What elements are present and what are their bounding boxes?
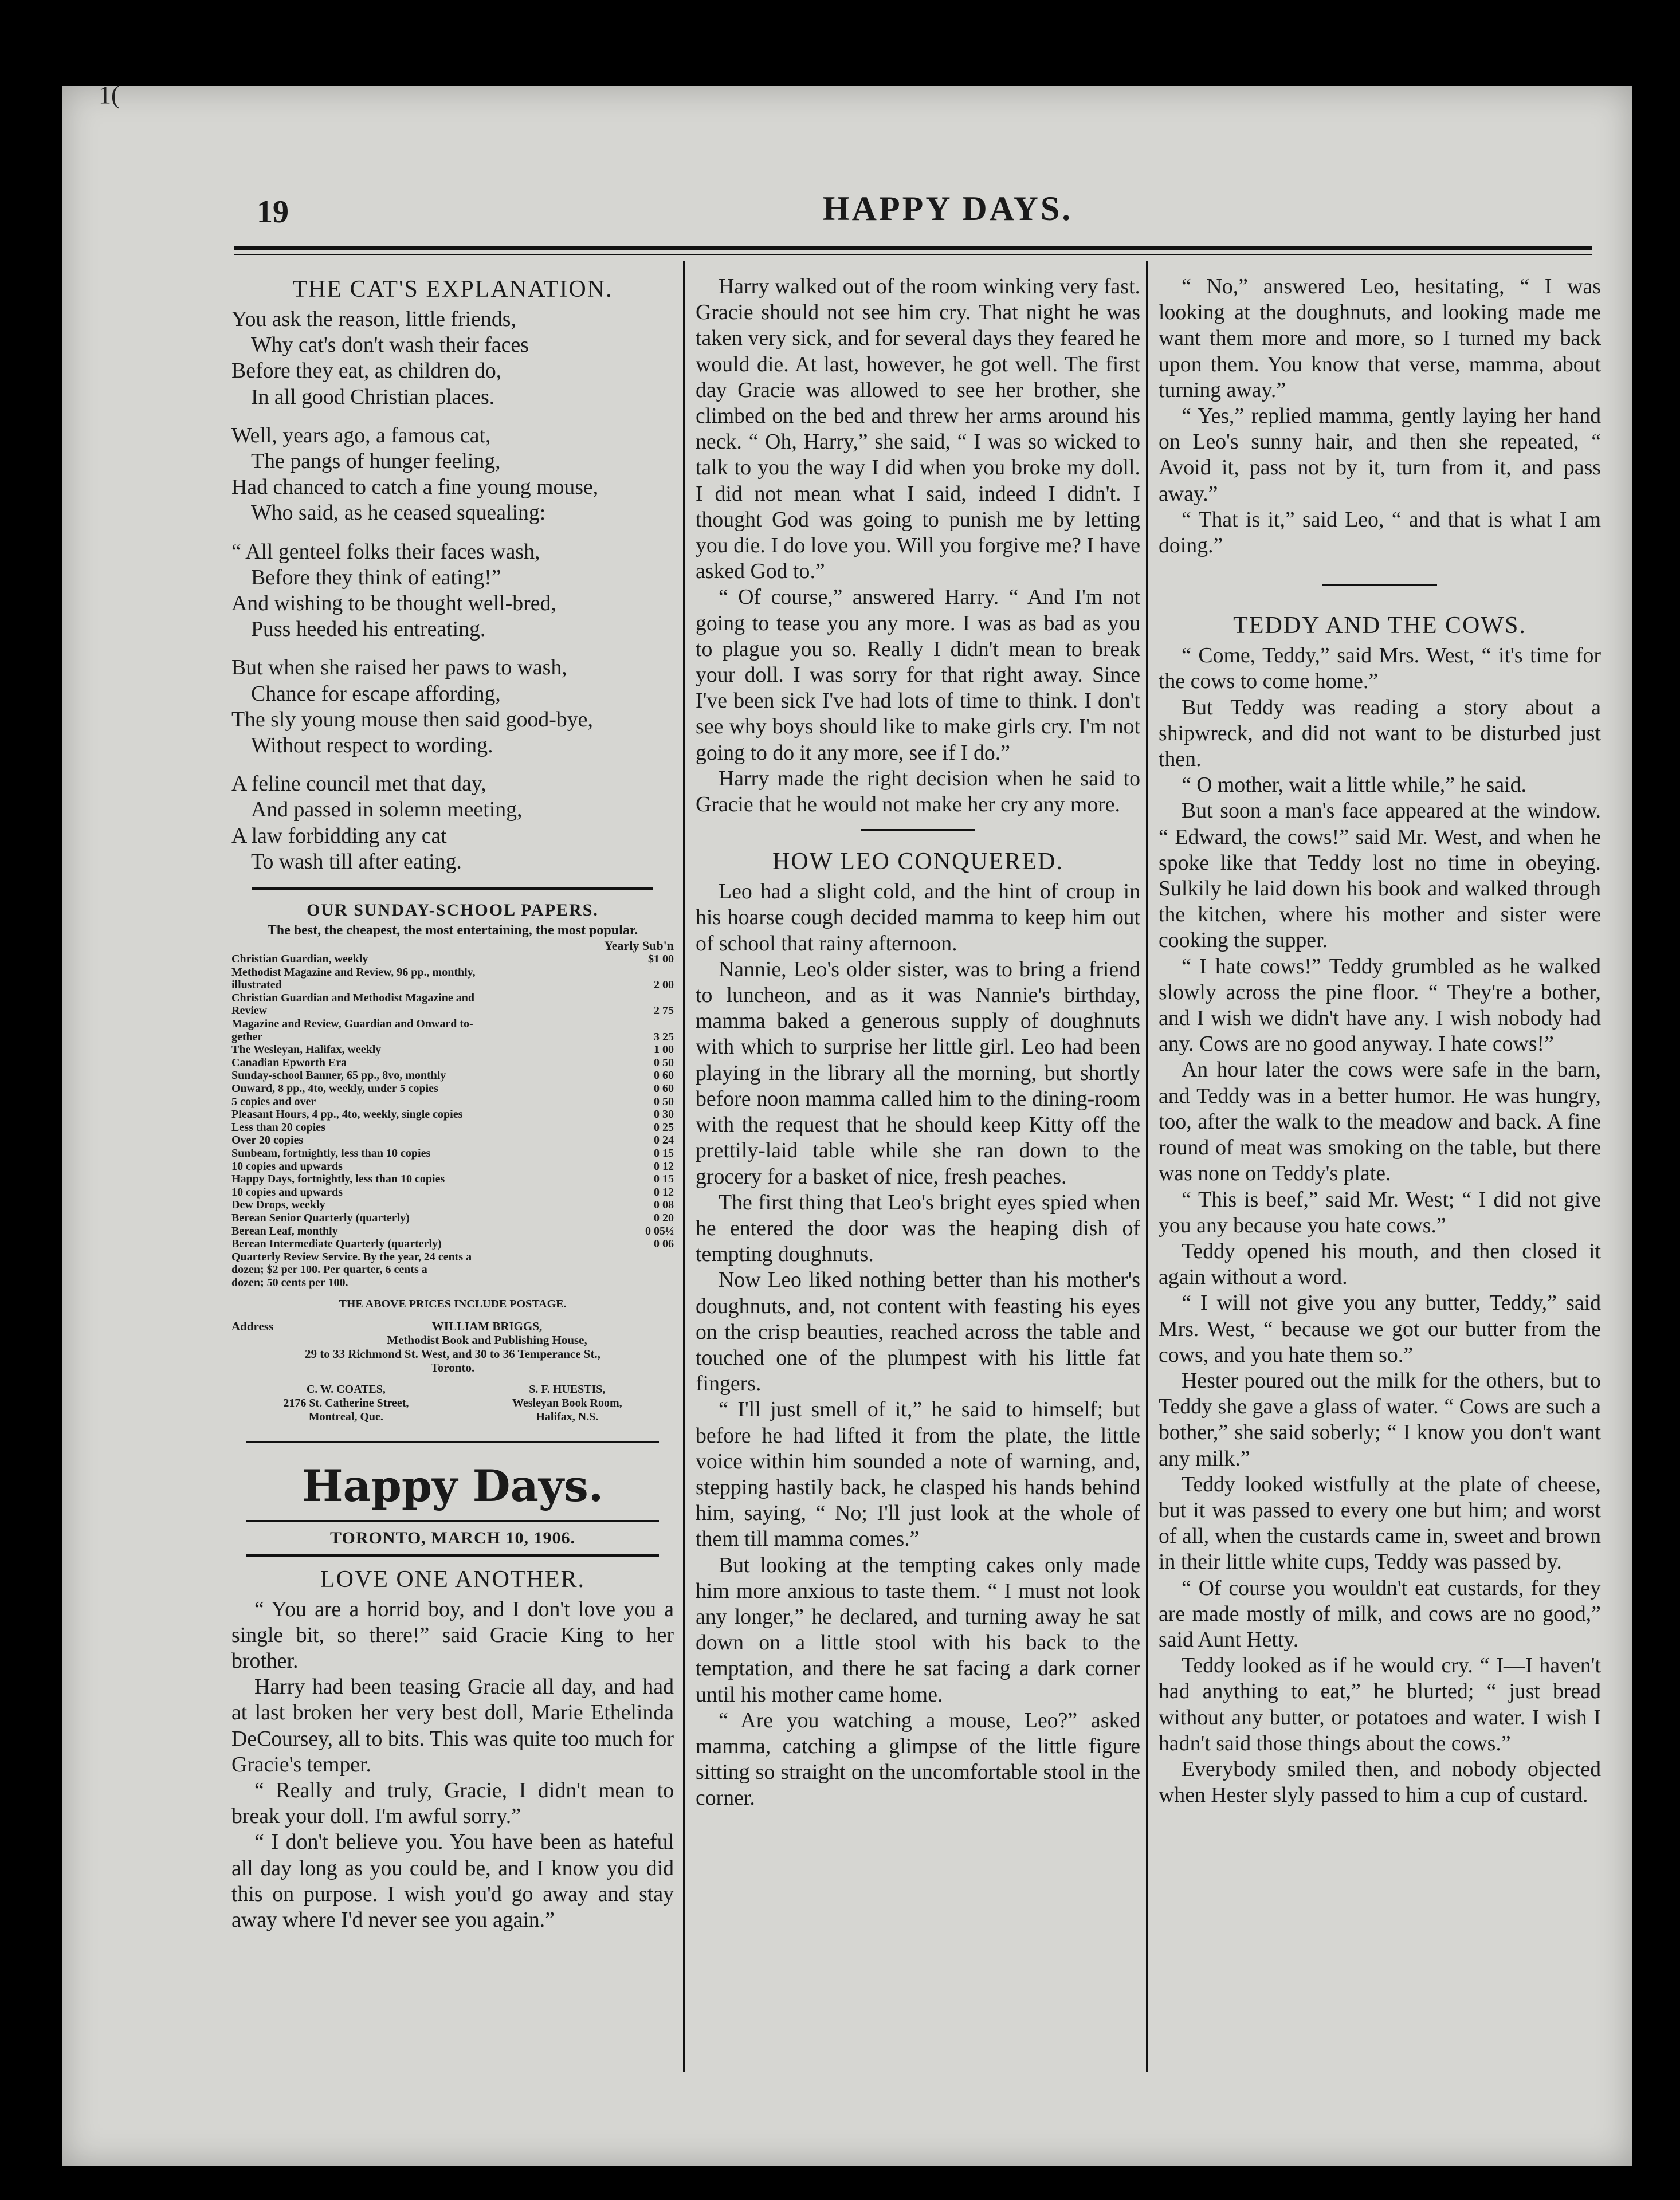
column-1: [231, 272, 674, 1933]
paragraph: “ Of course,” answered Harry. “ And I'm not going to tease you any more. I was as bad as you to plague you so. Really I didn't mean to break your doll. I was sorry for that right away. Since I've been sick I've had lots of time to think. I don't see why boys should like to make girls cry. I'm not going to do it any more, see if I do.”: [696, 585, 1140, 765]
paper-price: 0 25: [654, 1121, 674, 1134]
article-title: HOW LEO CONQUERED.: [772, 848, 1063, 875]
paragraph: “ No,” answered Leo, hesitating, “ I was looking at the doughnuts, and looking made me want them more and more, so I turned my back upon them. You know that verse, mamma, about turning away.”: [1159, 274, 1601, 402]
paper-name: Less than 20 copies: [231, 1121, 325, 1134]
paragraph: “ Are you watching a mouse, Leo?” asked mamma, catching a glimpse of the little figure sitting so straight on the uncomfortable stool in the corner.: [696, 1708, 1140, 1810]
paper-name: Over 20 copies: [231, 1134, 304, 1147]
section-rule: [1322, 584, 1437, 586]
poem-stanza: [231, 539, 674, 643]
paragraph: “ This is beef,” said Mr. West; “ I did not give you any because you hate cows.”: [1159, 1187, 1601, 1238]
publisher-city: Toronto.: [430, 1360, 475, 1374]
paper-name: The Wesleyan, Halifax, weekly: [231, 1043, 382, 1056]
paragraph: “ O mother, wait a little while,” he said.: [1182, 773, 1527, 798]
paper-price: 0 12: [654, 1185, 674, 1199]
paragraph: “ Of course you wouldn't eat custards, for they are made mostly of milk, and cows are no good,” said Aunt Hetty.: [1159, 1576, 1601, 1652]
price-row: [231, 1263, 674, 1276]
paragraph: Harry had been teasing Gracie all day, and had at last broken her very best doll, Marie Ethelinda DeCoursey, all to bits. This was quite too much for Gracie's temper.: [231, 1675, 674, 1777]
paper-name: Methodist Magazine and Review, 96 pp., monthly,: [231, 965, 476, 979]
agent-halifax: [512, 1382, 622, 1424]
price-row: [231, 1108, 674, 1121]
paragraph: “ That is it,” said Leo, “ and that is what I am doing.”: [1159, 507, 1601, 558]
column-rule-2: [1146, 261, 1148, 2072]
paper-price: 0 05½: [645, 1224, 674, 1238]
paper-name: 5 copies and over: [231, 1095, 316, 1108]
price-row: [231, 1199, 674, 1212]
paper-name: gether: [231, 1030, 263, 1043]
postage-note: THE ABOVE PRICES INCLUDE POSTAGE.: [339, 1297, 567, 1310]
poem-stanza: [231, 655, 674, 759]
papers-subheading: The best, the cheapest, the most entertaining, the most popular.: [267, 923, 638, 938]
paper-name: Canadian Epworth Era: [231, 1056, 347, 1069]
paper-price: 0 50: [654, 1056, 674, 1069]
price-row: [231, 1017, 674, 1031]
price-row: [231, 1082, 674, 1095]
price-column-header: Yearly Sub'n: [604, 938, 674, 953]
paper-name: illustrated: [231, 979, 282, 992]
article-body: [231, 1597, 674, 1934]
article-body: [696, 879, 1140, 1811]
sunday-school-papers: [231, 899, 674, 1423]
paragraph: “ I'll just smell of it,” he said to himself; but before he had lifted it from the plate, the little voice within him sounded a note of warning, and, stepping hastily back, he clasped his hands behind him, saying, “ No; I'll just look at the whole of them till mamma comes.”: [696, 1397, 1140, 1551]
price-row: [231, 1212, 674, 1225]
article-body: [1159, 643, 1601, 1808]
paragraph: “ You are a horrid boy, and I don't love you a single bit, so there!” said Gracie King to her brother.: [231, 1597, 674, 1673]
publisher-street: 29 to 33 Richmond St. West, and 30 to 36 Temperance St.,: [305, 1346, 600, 1361]
paper-name: Berean Intermediate Quarterly (quarterly): [231, 1238, 442, 1251]
publisher-lines: [300, 1319, 674, 1347]
paragraph: Nannie, Leo's older sister, was to bring a friend to luncheon, and as it was Nannie's birthday, mamma baked a generous supply of doughnuts with which to surprise her little girl. Leo had been playing in the library all the morning, but shortly before noon mamma called him to the dining-room with the request that he should keep Kitty off the prettily-laid table while she ran down to the grocery for a basket of nice, fresh peaches.: [696, 957, 1140, 1189]
paragraph: But soon a man's face appeared at the window. “ Edward, the cows!” said Mr. West, and when he spoke like that Teddy lost no time in obeying. Sulkily he laid down his book and walked through the kitchen, where his mother and sister were cooking the supper.: [1159, 799, 1601, 953]
paper-name: Christian Guardian, weekly: [231, 953, 368, 966]
paper-price: 0 15: [654, 1146, 674, 1160]
side-mark: 1(: [99, 81, 120, 109]
paper-name: Magazine and Review, Guardian and Onward to-: [231, 1017, 473, 1031]
paper-price: 0 08: [654, 1199, 674, 1212]
poem-line: In all good Christian places.: [251, 384, 495, 409]
poem-line: “ All genteel folks their faces wash,: [231, 539, 540, 564]
paper-name: Sunday-school Banner, 65 pp., 8vo, monthly: [231, 1069, 446, 1082]
paper-price: 0 60: [654, 1082, 674, 1095]
price-row: [231, 1121, 674, 1134]
masthead-title: Happy Days.: [301, 1460, 604, 1511]
paper-price: 1 00: [654, 1043, 674, 1056]
price-row: [231, 1147, 674, 1160]
paragraph: “ I don't believe you. You have been as hateful all day long as you could be, and I know you did this on purpose. I wish you'd go away and stay away where I'd never see you again.”: [231, 1830, 674, 1932]
poem-line: To wash till after eating.: [251, 849, 462, 874]
agent-name: C. W. COATES,: [306, 1382, 386, 1396]
dateline: TORONTO, MARCH 10, 1906.: [330, 1528, 575, 1547]
poem-line: Chance for escape affording,: [251, 681, 501, 706]
paper-name: Berean Leaf, monthly: [231, 1224, 338, 1238]
article-body: [696, 274, 1140, 818]
running-title: HAPPY DAYS.: [823, 190, 1073, 227]
price-row: [231, 1056, 674, 1070]
paragraph: Now Leo liked nothing better than his mother's doughnuts, and, not content with feasting his eyes on the crisp beauties, reached across the table and touched one of the plumpest with his little fat fingers.: [696, 1268, 1140, 1396]
agents: [231, 1382, 674, 1424]
agent-street: Wesleyan Book Room,: [512, 1396, 622, 1409]
paper-name: Christian Guardian and Methodist Magazine and: [231, 991, 474, 1004]
poem-line: Who said, as he ceased squealing:: [251, 501, 546, 525]
poem-line: Had chanced to catch a fine young mouse,: [231, 475, 599, 500]
price-row: [231, 1186, 674, 1199]
paper-price: 0 30: [654, 1108, 674, 1121]
header-rule: [234, 246, 1592, 250]
love-one-another: [231, 1562, 674, 1934]
price-row: [231, 1160, 674, 1173]
paper-price: [639, 966, 674, 979]
paragraph: Harry walked out of the room winking very fast. Gracie should not see him cry. That night he was taken very sick, and for several days they feared he would die. At last, however, he got well. The first day Gracie was allowed to see her brother, she climbed on the bed and threw her arms around his neck. “ Oh, Harry,” she said, “ I was so wicked to talk to you the way I did when you broke my doll. I did not mean what I said, indeed I didn't. I thought God was going to punish me by letting you die. I do love you. Will you forgive me? I have asked God to.”: [696, 274, 1140, 584]
paragraph: An hour later the cows were safe in the barn, and Teddy was in a better humor. He was hungry, too, after the walk to the meadow and back. A fine round of meat was smoking on the table, but there was none on Teddy's plate.: [1159, 1058, 1601, 1186]
poem-line: Before they eat, as children do,: [231, 359, 502, 383]
paper-price: 0 20: [654, 1211, 674, 1224]
price-row: [231, 1225, 674, 1238]
how-leo-conquered: [696, 844, 1140, 1811]
section-rule: [246, 1520, 659, 1522]
price-row: [231, 1095, 674, 1109]
paper-price: 2 75: [654, 1004, 674, 1017]
paper-name: Berean Senior Quarterly (quarterly): [231, 1211, 410, 1224]
article-body: [1159, 274, 1601, 559]
poem-line: Puss heeded his entreating.: [251, 617, 486, 642]
poem-line: And wishing to be thought well-bred,: [231, 591, 556, 616]
poem-line: A feline council met that day,: [231, 772, 486, 796]
paper-price: 0 15: [654, 1173, 674, 1186]
column-2: [696, 274, 1140, 1812]
paragraph: But looking at the tempting cakes only made him more anxious to taste them. “ I must not look any longer,” he declared, and turning away he sat down on a little stool with his back to the temptation, and there he sat facing a dark corner until his mother came home.: [696, 1553, 1140, 1707]
paper-price: [639, 1263, 674, 1276]
price-row: [231, 1173, 674, 1186]
agent-name: S. F. HUESTIS,: [529, 1382, 606, 1396]
price-row: [231, 966, 674, 979]
paragraph: Everybody smiled then, and nobody objected when Hester slyly passed to him a cup of custard.: [1159, 1757, 1601, 1808]
paper-name: Sunbeam, fortnightly, less than 10 copies: [231, 1146, 431, 1160]
paper-price: [639, 1251, 674, 1264]
price-row: [231, 1031, 674, 1044]
paragraph: But Teddy was reading a story about a shipwreck, and did not want to be disturbed just then.: [1159, 695, 1601, 772]
paper-name: 10 copies and upwards: [231, 1185, 343, 1199]
section-rule: [246, 1554, 659, 1557]
paper-name: Pleasant Hours, 4 pp., 4to, weekly, single copies: [231, 1108, 463, 1121]
poem-line: Without respect to wording.: [251, 733, 493, 758]
poem-stanza: [231, 423, 674, 527]
poem-body: [231, 307, 674, 875]
paragraph: Harry made the right decision when he said to Gracie that he would not make her cry any more.: [696, 766, 1140, 817]
section-rule: [861, 829, 975, 831]
agent-montreal: [283, 1382, 409, 1424]
column-3: [1159, 274, 1601, 1808]
paper-name: Dew Drops, weekly: [231, 1199, 325, 1212]
paper-price: 0 06: [654, 1238, 674, 1251]
paragraph: “ Yes,” replied mamma, gently laying her hand on Leo's sunny hair, and then she repeated, “ Avoid it, pass not by it, turn from it, and pass away.”: [1159, 404, 1601, 506]
poem-stanza: [231, 307, 674, 410]
paragraph: “ Really and truly, Gracie, I didn't mean to break your doll. I'm awful sorry.”: [231, 1778, 674, 1829]
paper-name: Onward, 8 pp., 4to, weekly, under 5 copies: [231, 1082, 438, 1095]
paragraph: Hester poured out the milk for the others, but to Teddy she gave a glass of water. “ Cows are such a bother,” she said soberly; “ I know you don't want any milk.”: [1159, 1368, 1601, 1471]
poem-line: The sly young mouse then said good-bye,: [231, 707, 593, 732]
section-rule: [252, 887, 653, 890]
agent-street: 2176 St. Catherine Street,: [283, 1396, 409, 1409]
section-rule: [246, 1441, 659, 1443]
how-leo-conquered-continued: [1159, 274, 1601, 559]
paragraph: Teddy looked as if he would cry. “ I—I haven't had anything to eat,” he blurted; “ just bread without any butter, or potatoes and water. I wish I hadn't said those things about the cows.”: [1159, 1653, 1601, 1755]
paper-name: dozen; $2 per 100. Per quarter, 6 cents a: [231, 1263, 427, 1276]
price-row: [231, 1004, 674, 1017]
poem-line: Why cat's don't wash their faces: [251, 333, 529, 358]
paper-name: dozen; 50 cents per 100.: [231, 1276, 348, 1289]
price-row: [231, 1043, 674, 1056]
teddy-and-the-cows: [1159, 608, 1601, 1808]
price-row: [231, 979, 674, 992]
poem-line: A law forbidding any cat: [231, 823, 447, 848]
paper-price: [639, 992, 674, 1005]
publisher-house: Methodist Book and Publishing House,: [387, 1333, 587, 1347]
paragraph: “ Come, Teddy,” said Mrs. West, “ it's time for the cows to come home.”: [1159, 643, 1601, 694]
price-list: [231, 953, 674, 1289]
header-rule-thin: [234, 254, 1592, 255]
price-row: [231, 953, 674, 966]
address-label: Address: [231, 1319, 274, 1333]
paragraph: Leo had a slight cold, and the hint of croup in his hoarse cough decided mamma to keep him out of school that rainy afternoon.: [696, 879, 1140, 956]
cats-explanation: [231, 272, 674, 875]
poem-line: The pangs of hunger feeling,: [251, 449, 501, 474]
price-row: [231, 1238, 674, 1251]
poem-line: You ask the reason, little friends,: [231, 307, 516, 331]
paragraph: The first thing that Leo's bright eyes spied when he entered the door was the heaping dish of tempting doughnuts.: [696, 1190, 1140, 1267]
paragraph: “ I hate cows!” Teddy grumbled as he walked slowly across the pine floor. “ They're a bother, and I wish we didn't have any. I wish nobody had any. Cows are no good anyway. I hate cows!”: [1159, 954, 1601, 1056]
poem-title: THE CAT'S EXPLANATION.: [292, 276, 613, 302]
column-rule-1: [683, 261, 685, 2072]
paper-name: Quarterly Review Service. By the year, 24 cents a: [231, 1250, 472, 1263]
poem-line: But when she raised her paws to wash,: [231, 655, 567, 680]
paper-price: 0 60: [654, 1069, 674, 1082]
poem-line: Before they think of eating!”: [251, 565, 501, 590]
paper-name: Review: [231, 1004, 268, 1017]
agent-city: Montreal, Que.: [308, 1410, 383, 1423]
publisher-name: WILLIAM BRIGGS,: [431, 1319, 543, 1333]
price-row: [231, 1134, 674, 1147]
paper-price: 2 00: [654, 979, 674, 992]
article-title: TEDDY AND THE COWS.: [1233, 612, 1526, 639]
paper-name: Happy Days, fortnightly, less than 10 copies: [231, 1173, 445, 1186]
paper-price: [639, 1017, 674, 1031]
publisher-block: [231, 1319, 674, 1347]
page-number: 19: [257, 194, 289, 230]
paper-price: 0 50: [654, 1095, 674, 1108]
price-row: [231, 1276, 674, 1290]
paper-price: 3 25: [654, 1030, 674, 1043]
price-row: [231, 992, 674, 1005]
paper-name: 10 copies and upwards: [231, 1160, 343, 1173]
paragraph: Teddy looked wistfully at the plate of cheese, but it was passed to every one but him; and worst of all, when the custards came in, sweet and brown in their little white cups, Teddy was passed by.: [1159, 1472, 1601, 1574]
paper-price: 0 24: [654, 1134, 674, 1147]
paper-price: $1 00: [648, 953, 674, 966]
poem-line: Well, years ago, a famous cat,: [231, 423, 491, 447]
paper-price: 0 12: [654, 1160, 674, 1173]
love-one-another-continued: [696, 274, 1140, 818]
poem-line: And passed in solemn meeting,: [251, 798, 523, 822]
papers-heading: OUR SUNDAY-SCHOOL PAPERS.: [307, 901, 599, 920]
agent-city: Halifax, N.S.: [536, 1410, 599, 1423]
paragraph: Teddy opened his mouth, and then closed it again without a word.: [1159, 1239, 1601, 1290]
article-title: LOVE ONE ANOTHER.: [320, 1566, 586, 1593]
price-row: [231, 1251, 674, 1264]
price-row: [231, 1069, 674, 1082]
poem-stanza: [231, 771, 674, 875]
paper-price: [639, 1276, 674, 1290]
paragraph: “ I will not give you any butter, Teddy,” said Mrs. West, “ because we got our butter from the cows, and you hate them so.”: [1159, 1291, 1601, 1367]
